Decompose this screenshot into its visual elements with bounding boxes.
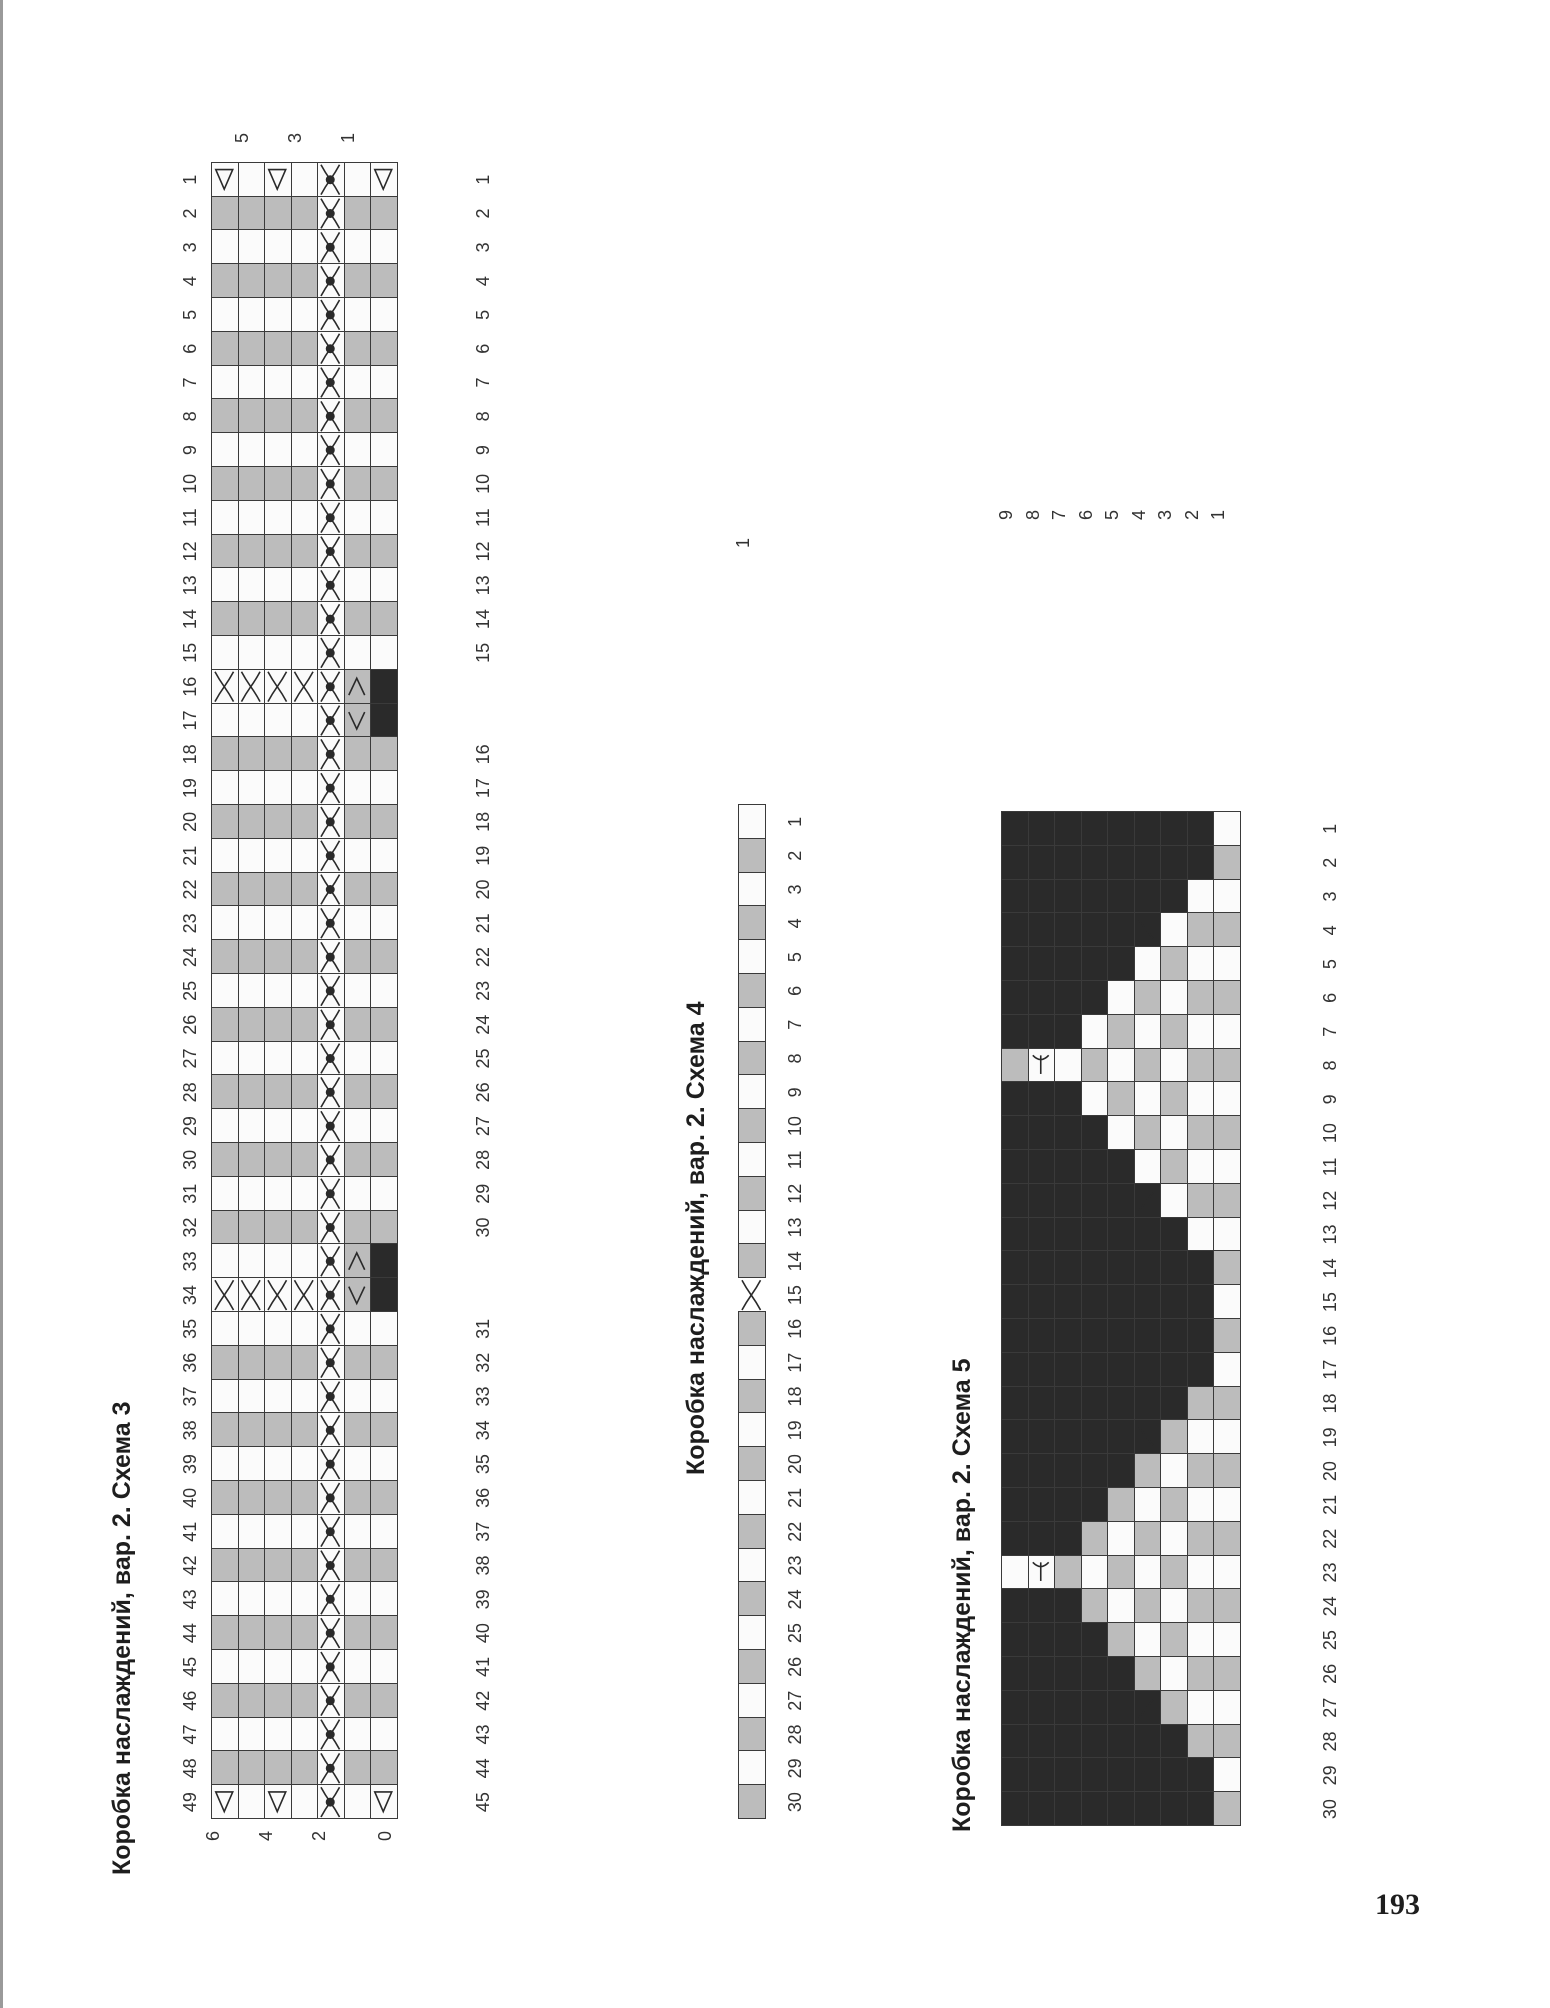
chart-5-column-number: 28 (1320, 1731, 1340, 1752)
chart-5-column-number: 25 (1320, 1630, 1340, 1651)
chart-3-column-number: 3 (473, 242, 493, 253)
decrease-slash-icon (1112, 1157, 1128, 1177)
chart-4-column-number: 22 (785, 1521, 805, 1542)
chart-5-column-number: 7 (1320, 1026, 1340, 1037)
chart-3-column-number: 14 (473, 609, 493, 630)
crossed-stitch-dot-icon (326, 1088, 335, 1097)
chart-3-column-number: 20 (473, 879, 493, 900)
chart-3-row-number: 3 (284, 133, 305, 144)
crossed-stitch-dot-icon (326, 1493, 335, 1502)
crossed-stitch-dot-icon (326, 716, 335, 725)
crossed-stitch-dot-icon (326, 953, 335, 962)
crossed-stitch-dot-icon (326, 209, 335, 218)
crossed-stitch-dot-icon (326, 750, 335, 759)
decrease-slash-icon (1192, 853, 1208, 873)
chart-4-column-number: 24 (785, 1589, 805, 1610)
chart-3-column-number: 27 (180, 1048, 200, 1069)
crossed-stitch-dot-icon (326, 479, 335, 488)
crossed-stitch-dot-icon (326, 1426, 335, 1435)
crossed-stitch-dot-icon (326, 1155, 335, 1164)
chart-5-column-number: 10 (1320, 1123, 1340, 1144)
chart-5-column-number: 1 (1320, 823, 1340, 834)
triangle-symbol-icon (269, 1792, 286, 1812)
chart-3-column-number: 27 (473, 1116, 493, 1137)
chart-3-column-number: 35 (180, 1318, 200, 1339)
chart-4-column-number: 23 (785, 1555, 805, 1576)
slip-stitch-icon (349, 712, 365, 729)
decrease-slash-icon (1192, 1258, 1208, 1278)
chart-5-column-number: 12 (1320, 1190, 1340, 1211)
chart-3-title: Коробка наслаждений, вар. 2. Схема 3 (108, 1401, 136, 1875)
decrease-slash-icon (1139, 920, 1155, 940)
chart-5-column-number: 24 (1320, 1596, 1340, 1617)
crossed-stitch-dot-icon (326, 1291, 335, 1300)
decrease-slash-icon (1112, 1664, 1128, 1684)
chart-5-row-number: 6 (1075, 510, 1096, 521)
chart-3-column-number: 36 (180, 1352, 200, 1373)
chart-3-column-number: 41 (180, 1521, 200, 1542)
crossed-stitch-dot-icon (326, 243, 335, 252)
decrease-slash-icon (1059, 1089, 1075, 1109)
crossed-stitch-dot-icon (326, 344, 335, 353)
decrease-slash-icon (1139, 1698, 1155, 1718)
page-number: 193 (1375, 1888, 1420, 1921)
chart-3-column-number: 39 (473, 1589, 493, 1610)
chart-5-column-number: 23 (1320, 1562, 1340, 1583)
crossed-stitch-dot-icon (326, 919, 335, 928)
chart-5-column-number: 2 (1320, 857, 1340, 868)
crossed-stitch-dot-icon (326, 1122, 335, 1131)
chart-4-column-number: 6 (785, 985, 805, 996)
chart-4-column-number: 15 (785, 1285, 805, 1306)
chart-3-column-number: 18 (180, 744, 200, 765)
chart-3-column-number: 1 (180, 174, 200, 185)
triangle-symbol-icon (216, 1792, 233, 1812)
chart-5-column-number: 27 (1320, 1697, 1340, 1718)
chart-3-column-number: 10 (473, 473, 493, 494)
chart-5-column-number: 11 (1320, 1157, 1340, 1177)
chart-4-column-number: 25 (785, 1623, 805, 1644)
chart-4-column-number: 12 (785, 1183, 805, 1204)
crossed-stitch-dot-icon (326, 1662, 335, 1671)
decrease-slash-icon (1165, 1731, 1181, 1751)
chart-3-column-number: 48 (180, 1758, 200, 1779)
chart-3-column-number: 32 (473, 1352, 493, 1373)
crossed-stitch-dot-icon (326, 784, 335, 793)
decrease-slash-icon (1139, 1427, 1155, 1447)
chart-3-column-number: 12 (180, 541, 200, 562)
crossed-stitch-dot-icon (326, 513, 335, 522)
chart-4-column-number: 4 (785, 918, 805, 929)
chart-5-row-number: 9 (996, 510, 1017, 521)
chart-3-column-number: 44 (473, 1758, 493, 1779)
chart-5-column-number: 14 (1320, 1258, 1340, 1279)
crossed-stitch-dot-icon (326, 1189, 335, 1198)
chart-3-column-number: 11 (473, 508, 493, 528)
chart-3-column-number: 23 (180, 913, 200, 934)
crossed-stitch-dot-icon (326, 817, 335, 826)
chart-4-column-number: 8 (785, 1053, 805, 1064)
chart-3-column-number: 33 (473, 1386, 493, 1407)
decrease-slash-icon (1059, 1529, 1075, 1549)
chart-3-column-number: 26 (180, 1014, 200, 1035)
chart-3-column-number: 38 (180, 1420, 200, 1441)
chart-4-column-number: 2 (785, 850, 805, 861)
chart-3-column-number: 15 (180, 642, 200, 663)
chart-3-column-number: 31 (473, 1318, 493, 1339)
chart-4-column-number: 1 (785, 816, 805, 827)
triangle-symbol-icon (216, 170, 233, 190)
chart-5-row-number: 1 (1208, 510, 1229, 521)
slip-stitch-icon (349, 678, 365, 695)
chart-3-column-number: 7 (180, 377, 200, 388)
chart-3-column-number: 28 (473, 1149, 493, 1170)
chart-5-title: Коробка наслаждений, вар. 2. Схема 5 (948, 1358, 976, 1832)
crossed-stitch-dot-icon (326, 615, 335, 624)
chart-5-column-number: 4 (1320, 925, 1340, 936)
chart-3-column-number: 21 (473, 913, 493, 934)
triangle-symbol-icon (269, 170, 286, 190)
chart-3-column-number: 7 (473, 377, 493, 388)
chart-3-column-number: 20 (180, 811, 200, 832)
crossed-stitch-dot-icon (326, 1358, 335, 1367)
chart-3-column-number: 10 (180, 473, 200, 494)
crossed-stitch-dot-icon (326, 1595, 335, 1604)
chart-3-column-number: 19 (180, 778, 200, 799)
chart-3-column-number: 45 (180, 1656, 200, 1677)
chart-4-column-number: 16 (785, 1318, 805, 1339)
chart-5-column-number: 13 (1320, 1224, 1340, 1245)
chart-3-column-number: 32 (180, 1217, 200, 1238)
crossed-stitch-dot-icon (326, 1561, 335, 1570)
decrease-slash-icon (1086, 1123, 1102, 1143)
chart-4-column-number: 28 (785, 1724, 805, 1745)
chart-3-column-number: 28 (180, 1082, 200, 1103)
chart-5-row-number: 4 (1128, 510, 1149, 521)
chart-5-row-number: 2 (1181, 510, 1202, 521)
crossed-stitch-dot-icon (326, 277, 335, 286)
chart-4-column-number: 20 (785, 1454, 805, 1475)
crossed-stitch-dot-icon (326, 412, 335, 421)
chart-5-column-number: 26 (1320, 1663, 1340, 1684)
chart-3-column-number: 39 (180, 1454, 200, 1475)
chart-3-column-number: 5 (473, 309, 493, 320)
chart-3-column-number: 31 (180, 1183, 200, 1204)
chart-3-column-number: 34 (180, 1285, 200, 1306)
crossed-stitch-dot-icon (326, 682, 335, 691)
chart-3-column-number: 40 (180, 1487, 200, 1508)
chart-3-column-number: 22 (473, 947, 493, 968)
chart-3-column-number: 5 (180, 309, 200, 320)
crossed-stitch-dot-icon (326, 1223, 335, 1232)
chart-3-column-number: 34 (473, 1420, 493, 1441)
chart-3-column-number: 8 (473, 411, 493, 422)
crossed-stitch-dot-icon (326, 310, 335, 319)
crossed-stitch-dot-icon (326, 1324, 335, 1333)
triangle-symbol-icon (375, 170, 392, 190)
chart-4-column-number: 21 (785, 1487, 805, 1508)
chart-4-column-number: 29 (785, 1758, 805, 1779)
chart-3-row-number: 1 (337, 133, 358, 144)
chart-3-row-number: 5 (231, 133, 252, 144)
crossed-stitch-dot-icon (326, 1696, 335, 1705)
chart-3-column-number: 49 (180, 1792, 200, 1813)
chart-3-column-number: 4 (180, 276, 200, 287)
crossed-stitch-dot-icon (326, 1764, 335, 1773)
chart-3-column-number: 6 (180, 343, 200, 354)
chart-3-column-number: 44 (180, 1623, 200, 1644)
chart-3-column-number: 1 (473, 174, 493, 185)
chart-3-column-number: 8 (180, 411, 200, 422)
chart-5-column-number: 9 (1320, 1094, 1340, 1105)
chart-3-row-number: 0 (375, 1831, 396, 1842)
chart-3-column-number: 36 (473, 1487, 493, 1508)
chart-4-column-number: 30 (785, 1792, 805, 1813)
chart-3-column-number: 17 (473, 778, 493, 799)
chart-3-column-number: 46 (180, 1690, 200, 1711)
chart-3-column-number: 42 (473, 1690, 493, 1711)
chart-4-column-number: 26 (785, 1656, 805, 1677)
chart-3-column-number: 16 (473, 744, 493, 765)
chart-4-column-number: 10 (785, 1116, 805, 1137)
chart-3-column-number: 25 (473, 1048, 493, 1069)
crossed-stitch-dot-icon (326, 885, 335, 894)
chart-3-column-number: 40 (473, 1623, 493, 1644)
crossed-stitch-dot-icon (326, 648, 335, 657)
chart-3-column-number: 47 (180, 1724, 200, 1745)
crossed-stitch-dot-icon (326, 1730, 335, 1739)
chart-3-column-number: 29 (180, 1116, 200, 1137)
chart-4-column-number: 11 (785, 1150, 805, 1170)
decrease-slash-icon (1165, 886, 1181, 906)
chart-3-column-number: 35 (473, 1454, 493, 1475)
chart-4-title: Коробка наслаждений, вар. 2. Схема 4 (682, 1001, 710, 1475)
chart-3-column-number: 23 (473, 980, 493, 1001)
crossed-stitch-dot-icon (326, 1629, 335, 1638)
decrease-slash-icon (1059, 1022, 1075, 1042)
decrease-slash-icon (1139, 1191, 1155, 1211)
chart-3-row-number: 6 (203, 1831, 223, 1842)
chart-4-column-number: 14 (785, 1251, 805, 1272)
chart-3-column-number: 19 (473, 845, 493, 866)
slip-stitch-icon (349, 1287, 365, 1304)
chart-3-column-number: 13 (180, 575, 200, 596)
crossed-stitch-dot-icon (326, 986, 335, 995)
chart-3-column-number: 6 (473, 343, 493, 354)
decrease-slash-icon (1086, 1495, 1102, 1515)
chart-5-column-number: 3 (1320, 891, 1340, 902)
chart-5-row-number: 5 (1102, 510, 1123, 521)
chart-3-column-number: 38 (473, 1555, 493, 1576)
crossed-stitch-dot-icon (326, 547, 335, 556)
chart-3-column-number: 2 (473, 208, 493, 219)
chart-4-column-number: 5 (785, 952, 805, 963)
slip-stitch-icon (349, 1253, 365, 1270)
chart-3-column-number: 24 (180, 947, 200, 968)
chart-3-column-number: 14 (180, 609, 200, 630)
chart-5-row-number: 8 (1022, 510, 1043, 521)
chart-3-column-number: 43 (180, 1589, 200, 1610)
crossed-stitch-dot-icon (326, 1798, 335, 1807)
chart-3-column-number: 4 (473, 276, 493, 287)
chart-3-column-number: 24 (473, 1014, 493, 1035)
chart-5-column-number: 30 (1320, 1799, 1340, 1820)
chart-3-column-number: 12 (473, 541, 493, 562)
chart-3-column-number: 41 (473, 1656, 493, 1677)
chart-3-column-number: 29 (473, 1183, 493, 1204)
decrease-slash-icon (1165, 1393, 1181, 1413)
chart-3-column-number: 30 (180, 1149, 200, 1170)
chart-3-row-number: 4 (256, 1831, 276, 1842)
decrease-slash-icon (1165, 1224, 1181, 1244)
chart-3-column-number: 26 (473, 1082, 493, 1103)
chart-4-column-number: 18 (785, 1386, 805, 1407)
chart-3-column-number: 43 (473, 1724, 493, 1745)
chart-3-column-number: 42 (180, 1555, 200, 1576)
chart-3-column-number: 30 (473, 1217, 493, 1238)
chart-3-column-number: 33 (180, 1251, 200, 1272)
chart-3-column-number: 18 (473, 811, 493, 832)
chart-5-column-number: 15 (1320, 1292, 1340, 1313)
chart-5-row-number: 7 (1049, 510, 1070, 521)
chart-5-column-number: 18 (1320, 1393, 1340, 1414)
chart-5-column-number: 22 (1320, 1528, 1340, 1549)
decrease-slash-icon (1192, 1765, 1208, 1785)
chart-5-column-number: 17 (1320, 1359, 1340, 1380)
crossed-stitch-dot-icon (326, 851, 335, 860)
crossed-stitch-dot-icon (326, 378, 335, 387)
crossed-stitch-dot-icon (326, 175, 335, 184)
chart-3-column-number: 9 (180, 445, 200, 456)
chart-5-column-number: 6 (1320, 992, 1340, 1003)
chart-5-column-number: 29 (1320, 1765, 1340, 1786)
chart-3-column-number: 45 (473, 1792, 493, 1813)
decrease-slash-icon (1059, 1596, 1075, 1616)
crossed-stitch-dot-icon (326, 1392, 335, 1401)
chart-5-column-number: 19 (1320, 1427, 1340, 1448)
chart-4-column-number: 7 (785, 1019, 805, 1030)
crossed-stitch-dot-icon (326, 1257, 335, 1266)
crossed-stitch-dot-icon (326, 1054, 335, 1063)
chart-3-column-number: 11 (180, 508, 200, 528)
chart-5-column-number: 20 (1320, 1461, 1340, 1482)
chart-5-column-number: 21 (1320, 1494, 1340, 1515)
chart-3-column-number: 25 (180, 980, 200, 1001)
chart-4-column-number: 9 (785, 1087, 805, 1098)
decrease-slash-icon (1112, 1461, 1128, 1481)
chart-4-column-number: 13 (785, 1217, 805, 1238)
decrease-slash-icon (1086, 1630, 1102, 1650)
decrease-slash-icon (1086, 988, 1102, 1008)
chart-3-column-number: 9 (473, 445, 493, 456)
chart-5-row-number: 3 (1155, 510, 1176, 521)
chart-4-column-number: 17 (785, 1352, 805, 1373)
chart-4-column-number: 27 (785, 1690, 805, 1711)
chart-3-column-number: 21 (180, 845, 200, 866)
chart-3-column-number: 15 (473, 642, 493, 663)
chart-3-column-number: 13 (473, 575, 493, 596)
chart-5-column-number: 5 (1320, 959, 1340, 970)
decrease-slash-icon (1112, 954, 1128, 974)
chart-5-column-number: 8 (1320, 1060, 1340, 1071)
chart-3-row-number: 2 (309, 1831, 329, 1842)
chart-3-column-number: 37 (180, 1386, 200, 1407)
chart-5-column-number: 16 (1320, 1325, 1340, 1346)
chart-3-column-number: 3 (180, 242, 200, 253)
chart-4-column-number: 19 (785, 1420, 805, 1441)
triangle-symbol-icon (375, 1792, 392, 1812)
chart-4-row-number: 1 (733, 538, 754, 549)
chart-3-column-number: 37 (473, 1521, 493, 1542)
chart-3-column-number: 22 (180, 879, 200, 900)
crossed-stitch-dot-icon (326, 1460, 335, 1469)
crossed-stitch-dot-icon (326, 1527, 335, 1536)
chart-3-column-number: 16 (180, 676, 200, 697)
crossed-stitch-dot-icon (326, 581, 335, 590)
decrease-slash-icon (1192, 1360, 1208, 1380)
chart-3-column-number: 17 (180, 710, 200, 731)
crossed-stitch-dot-icon (326, 446, 335, 455)
chart-3-column-number: 2 (180, 208, 200, 219)
crossed-stitch-dot-icon (326, 1020, 335, 1029)
chart-4-column-number: 3 (785, 884, 805, 895)
